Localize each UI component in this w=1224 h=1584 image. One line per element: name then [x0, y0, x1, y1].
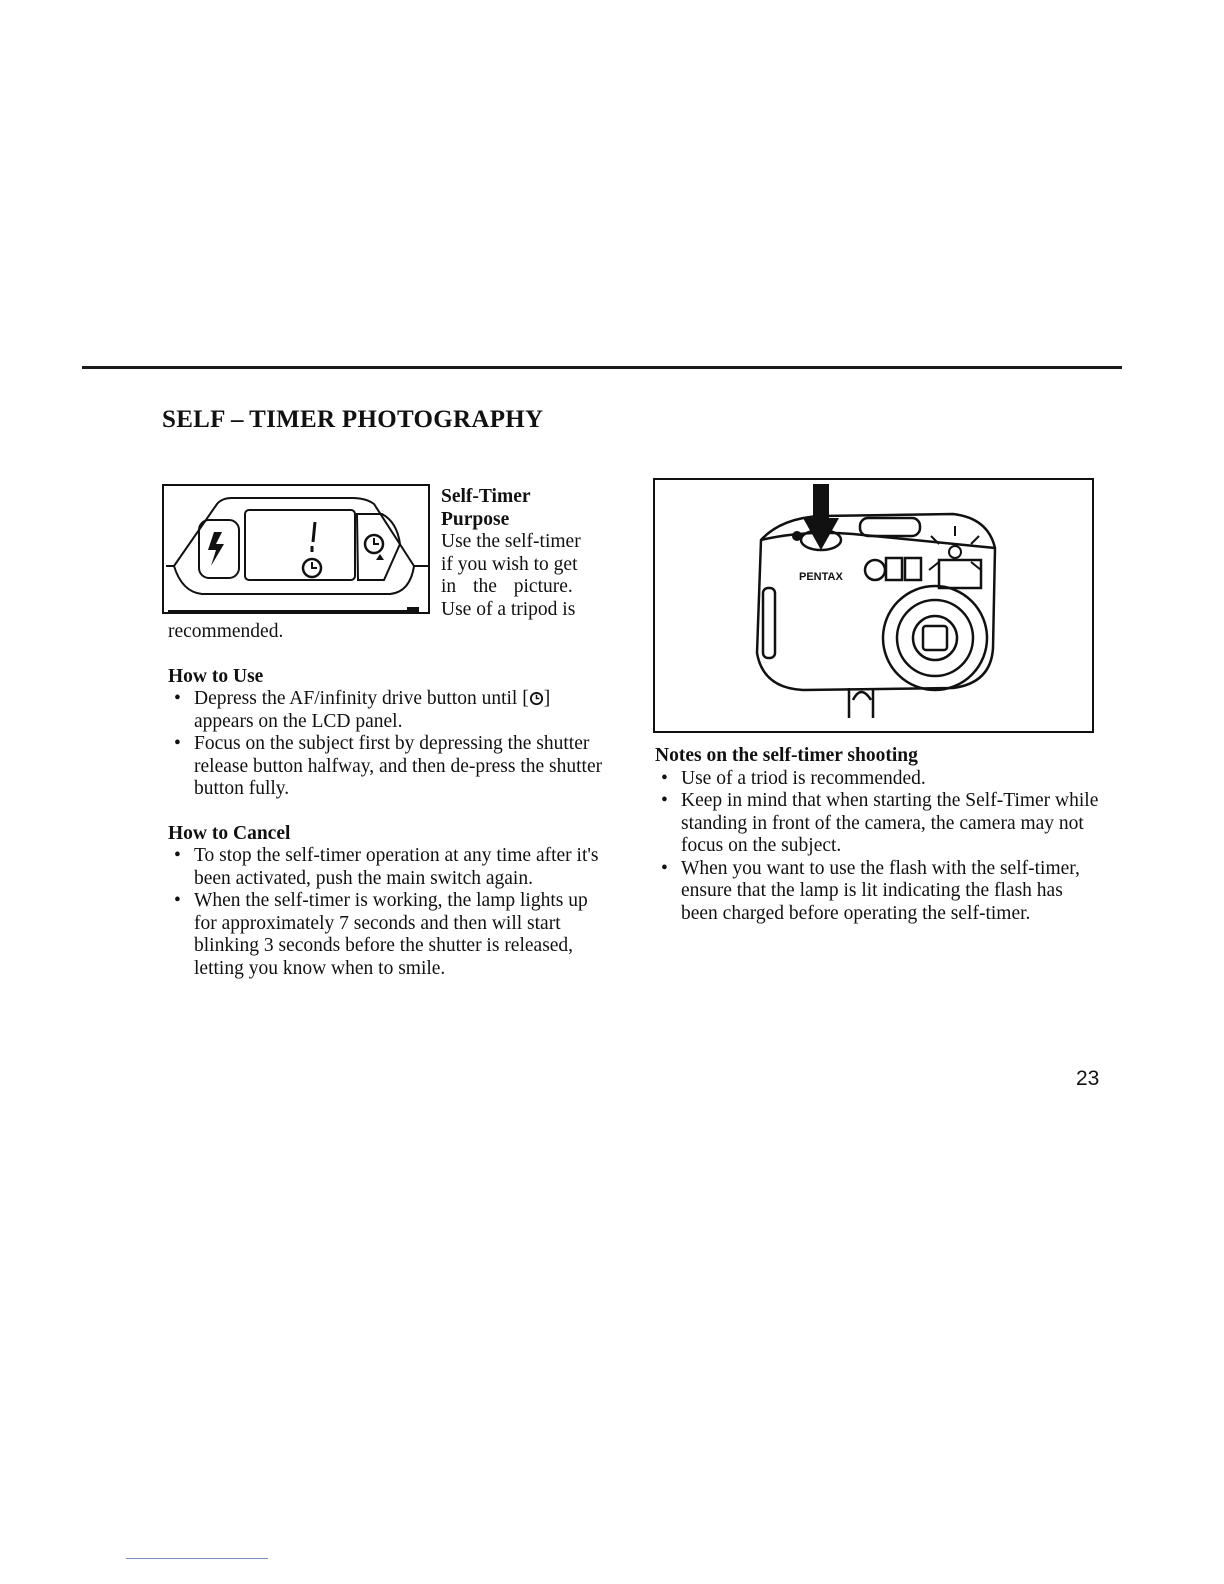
how-to-cancel-heading: How to Cancel [168, 822, 291, 844]
purpose-heading-1: Self-Timer [441, 486, 531, 507]
camera-illustration [653, 478, 1095, 734]
list-item: • Use of a triod is recommended. [655, 768, 1100, 791]
purpose-heading-2: Purpose [441, 508, 510, 530]
list-item: • When you want to use the flash with the self-timer, ensure that the lamp is lit indicating the flash has been charged before operating the self-timer. [655, 858, 1100, 926]
left-column [168, 621, 613, 980]
camera-brand: PENTAX [799, 571, 843, 583]
header-rule [82, 366, 1122, 369]
how-to-cancel-list [168, 845, 613, 980]
list-item: • When the self-timer is working, the lamp lights up for approximately 7 seconds and then will start blinking 3 seconds before the shutter is released, letting you know when to smile. [168, 890, 613, 980]
notes-list [655, 768, 1100, 926]
purpose-line-2: if you wish to get [441, 553, 578, 575]
list-item: • Focus on the subject first by depressing the shutter release button halfway, and then de-press the shutter button fully. [168, 733, 613, 801]
how-to-use-item-1-start: Depress the AF/infinity drive button until [ [194, 688, 529, 709]
purpose-section [441, 486, 611, 621]
purpose-line-1: Use the self-timer [441, 531, 581, 552]
footer-line [126, 1558, 268, 1559]
purpose-line-4: Use of a tripod is [441, 598, 576, 620]
list-item [168, 688, 613, 733]
list-item: • Keep in mind that when starting the Self-Timer while standing in front of the camera, the camera may not focus on the subject. [655, 790, 1100, 858]
notes-heading: Notes on the self-timer shooting [655, 745, 918, 766]
self-timer-icon [529, 691, 544, 706]
purpose-line-3: in the picture. [441, 576, 573, 597]
how-to-use-heading: How to Use [168, 665, 264, 687]
how-to-use-item-1-end: ] appears on the LCD panel. [194, 688, 551, 732]
lcd-panel-illustration [162, 484, 432, 618]
page-title: SELF – TIMER PHOTOGRAPHY [162, 406, 544, 433]
how-to-use-list [168, 688, 613, 801]
right-column [655, 745, 1100, 925]
page-number: 23 [1076, 1067, 1100, 1090]
list-item: • To stop the self-timer operation at any time after it's been activated, push the main switch again. [168, 845, 613, 890]
purpose-continuation: recommended. [168, 621, 284, 642]
